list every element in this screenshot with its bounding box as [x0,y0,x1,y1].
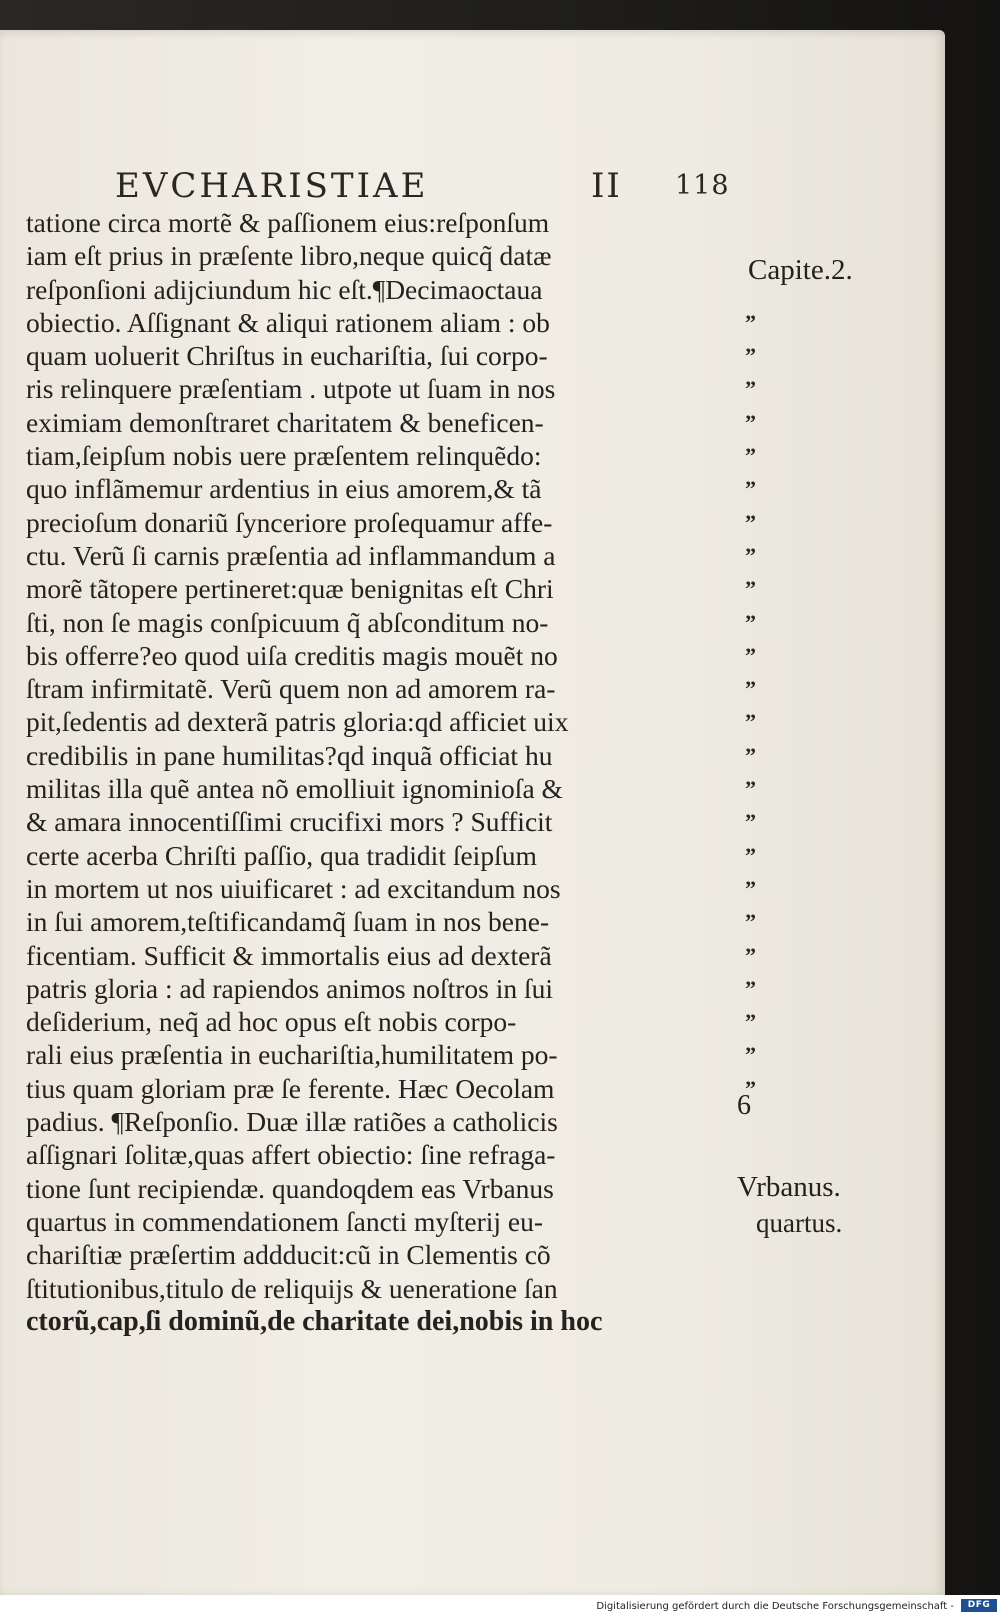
text-line: iam eſt prius in præſente libro,neque quicq̃ datæ [26,240,552,272]
text-line: ſtitutionibus,titulo de reliquijs & ueneratione ſan [26,1272,558,1304]
text-line: quam uoluerit Chriſtus in euchariſtia, ſui corpo- [26,340,548,372]
margin-quote-mark: ” [745,376,755,402]
text-line: deſiderium, neq̃ ad hoc opus eſt nobis corpo- [26,1006,517,1038]
margin-quote-mark: ” [745,875,755,901]
margin-quote-mark [745,1138,785,1171]
margin-quote-mark: ” [745,609,755,635]
text-line: morẽ tãtopere pertineret:quæ benignitas eſt Chri [26,573,554,605]
text-line: ris relinquere præſentiam . utpote ut ſuam in nos [26,373,556,405]
margin-quote-mark: ” [745,842,755,868]
margin-quote-mark: ” [745,642,755,668]
text-line: eximiam demonſtraret charitatem & beneficen- [26,406,544,438]
text-line: obiectio. Aſſignant & aliqui rationem aliam : ob [26,306,550,338]
margin-quote-mark: ” [745,343,755,369]
text-line: credibilis in pane humilitas?qd inquã officiat hu [26,739,553,771]
text-line: pit,ſedentis ad dexterã patris gloria:qd afficiet uix [26,706,569,738]
text-line: tius quam gloriam præ ſe ferente. Hæc Oecolam [26,1072,555,1104]
text-line: ctorũ,cap,ſi dominũ,de charitate dei,nobis in hoc [26,1305,603,1337]
text-line: quo inflãmemur ardentius in eius amorem,& tã [26,473,542,505]
margin-quote-mark: ” [745,676,755,702]
text-line: aſſignari ſolitæ,quas affert obiectio: ſine refraga- [26,1139,556,1171]
text-line: quartus in commendationem ſancti myſterij eu- [26,1205,544,1237]
main-text-block [26,206,736,1338]
margin-quote-mark: ” [745,975,755,1001]
marginal-note-quartus: quartus. [756,1208,843,1238]
text-line: precioſum donariũ ſynceriore proſequamur affe- [26,506,553,538]
margin-quote-mark: ” [745,542,755,568]
margin-quote-mark: ” [745,1075,755,1101]
text-line: ſtram infirmitatẽ. Verũ quem non ad amorem ra- [26,673,556,705]
margin-quote-mark: ” [745,909,755,935]
margin-quote-mark: ” [745,809,755,835]
text-line: bis offerre?eo quod uiſa creditis magis mouẽt no [26,639,558,671]
footer-strip [0,1595,1000,1615]
margin-quote-mark: ” [745,1042,755,1068]
text-line: tatione circa mortẽ & paſſionem eius:reſponſum [26,207,550,238]
signature-mark: II [591,166,622,206]
running-head-title: EVCHARISTIAE [115,166,429,206]
text-line: tione ſunt recipiendæ. quandoqdem eas Vrbanus [26,1172,554,1204]
text-line: in ſui amorem,teſtificandamq̃ ſuam in nos bene- [26,906,550,938]
margin-quote-mark: ” [745,942,755,968]
marginal-note-number: 6 [737,1090,751,1121]
dfg-logo: DFG [961,1599,997,1612]
margin-quote-mark: ” [745,443,755,469]
marginal-note-urbanus: Vrbanus. [737,1171,841,1203]
margin-quote-mark [745,1238,785,1271]
funding-credit: Digitalisierung gefördert durch die Deutsche Forschungsgemeinschaft - [596,1601,954,1612]
text-line: reſponſioni adijciundum hic eſt.¶Decimaoctaua [26,273,543,305]
text-line: padius. ¶Reſponſio. Duæ illæ ratiões a catholicis [26,1106,558,1138]
margin-quote-mark: ” [745,1009,755,1035]
margin-quote-marks [745,206,785,1338]
text-line: rali eius præſentia in euchariſtia,humilitatem po- [26,1039,558,1071]
margin-quote-mark: ” [745,509,755,535]
running-head [115,166,730,206]
text-line: in mortem ut nos uiuificaret : ad excitandum nos [26,872,561,904]
margin-quote-mark: ” [745,409,755,435]
book-page [0,30,945,1595]
text-line: tiam,ſeipſum nobis uere præſentem relinquẽdo: [26,440,542,472]
marginal-note-capite: Capite.2. [748,254,853,286]
text-line: militas illa quẽ antea nõ emolliuit ignominioſa & [26,773,563,805]
margin-quote-mark [745,1272,785,1305]
text-line: & amara innocentiſſimi crucifixi mors ? Sufficit [26,806,553,838]
text-line: certe acerba Chriſti paſſio, qua tradidit ſeipſum [26,839,537,871]
margin-quote-mark: ” [745,309,755,335]
margin-quote-mark [745,1305,785,1338]
text-line: ctu. Verũ ſi carnis præſentia ad inflammandum a [26,539,556,571]
margin-quote-mark [745,1105,785,1138]
text-line: ſti, non ſe magis conſpicuum q̃ abſconditum no- [26,606,549,638]
folio-number: 118 [675,170,730,201]
text-line: patris gloria : ad rapiendos animos noſtros in ſui [26,972,553,1004]
text-line: ficentiam. Sufficit & immortalis eius ad dexterã [26,939,552,971]
margin-quote-mark: ” [745,742,755,768]
margin-quote-mark: ” [745,709,755,735]
text-line: chariſtiæ præſertim addducit:cũ in Clementis cõ [26,1239,551,1271]
margin-quote-mark [745,206,785,239]
margin-quote-mark: ” [745,476,755,502]
margin-quote-mark: ” [745,576,755,602]
margin-quote-mark: ” [745,776,755,802]
